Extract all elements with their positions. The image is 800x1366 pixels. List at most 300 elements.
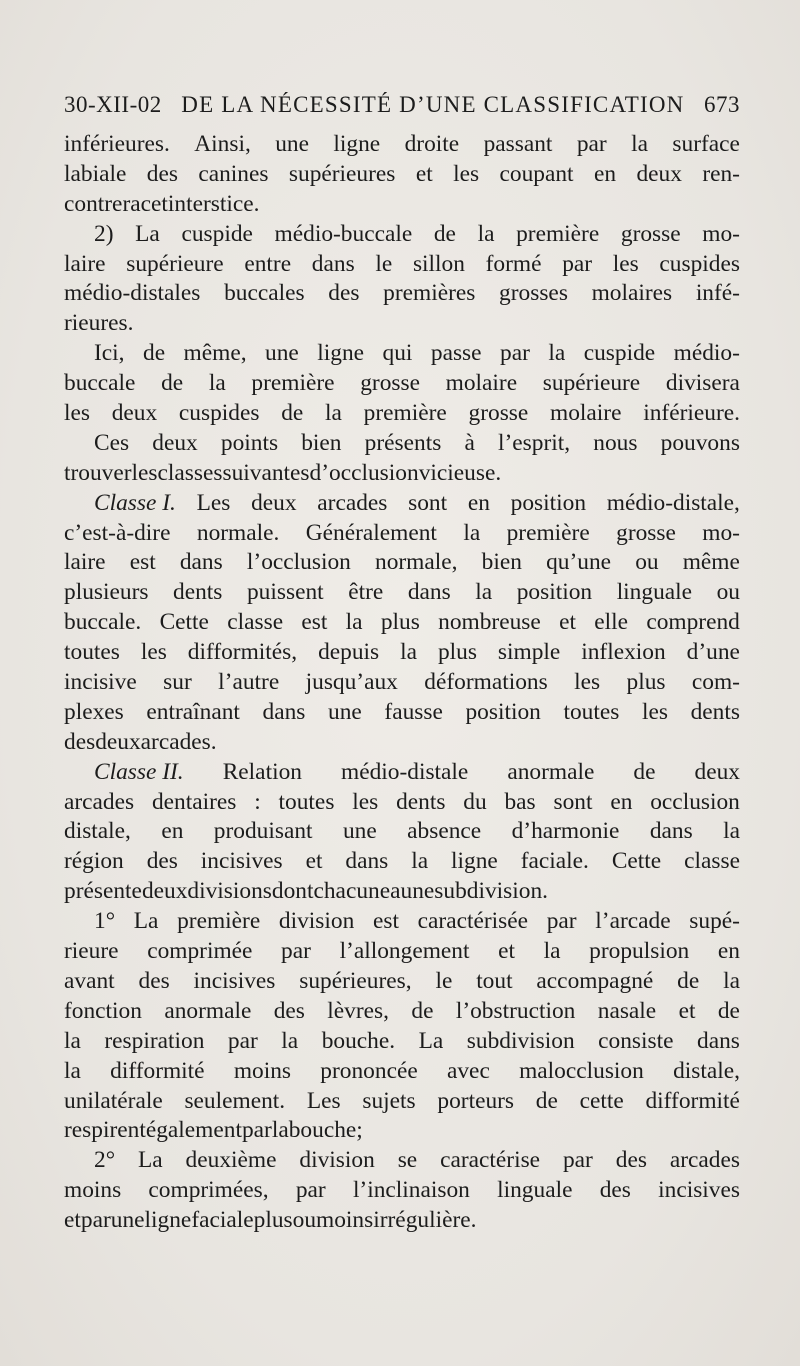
word: des — [273, 997, 305, 1024]
italic-label: Classe II. — [94, 758, 184, 785]
word: prononcée — [320, 1057, 418, 1084]
word: par — [241, 1117, 272, 1144]
word: cuspides — [178, 400, 260, 427]
word: c’est-à-dire — [64, 519, 171, 546]
word: divisions — [187, 878, 272, 905]
word: a — [390, 878, 401, 905]
word: unilatérale — [64, 1087, 163, 1114]
word: entre — [244, 250, 292, 277]
word: première — [363, 400, 447, 427]
word: des — [328, 280, 360, 307]
word: est — [373, 908, 399, 935]
word: absence — [407, 818, 482, 845]
header-date: 30-XII-02 — [64, 92, 162, 117]
word: la — [477, 220, 495, 247]
word: elle — [594, 609, 629, 636]
word: moins — [316, 1207, 374, 1234]
word: d’harmonie — [511, 818, 620, 845]
word: également — [145, 1117, 242, 1144]
word: une — [275, 131, 309, 157]
word: l’obstruction — [455, 997, 576, 1024]
word: des — [146, 848, 178, 875]
word: La — [133, 908, 159, 935]
word: arcades — [669, 1147, 740, 1174]
word: position — [516, 579, 593, 606]
word: cette — [579, 1087, 624, 1114]
word: deux — [141, 878, 188, 905]
word: d’une — [686, 639, 740, 666]
text-line — [64, 250, 740, 280]
word: suivantes — [222, 459, 310, 486]
word: l’arcade — [595, 908, 671, 935]
word: la — [400, 639, 417, 666]
text-line — [64, 817, 740, 847]
word: qui — [382, 340, 413, 367]
text-line — [64, 847, 740, 877]
word: Cette — [159, 609, 209, 636]
word: de — [161, 370, 184, 397]
word: et — [559, 609, 576, 636]
word: la — [548, 340, 566, 367]
word: respiration — [104, 1027, 205, 1054]
word: présents — [364, 429, 442, 456]
word: 2) — [94, 220, 114, 247]
word: divisera — [665, 370, 740, 397]
word: ou — [292, 1207, 317, 1234]
word: bien — [301, 429, 342, 456]
word: nombreuse — [438, 609, 541, 636]
word: bien — [481, 549, 522, 576]
word: contrera — [64, 190, 141, 217]
word: dans — [262, 698, 306, 725]
text-line — [64, 758, 740, 788]
word: les — [352, 788, 379, 815]
text-line — [64, 578, 740, 608]
word: en — [593, 160, 617, 187]
header-title: DE LA NÉCESSITÉ D’UNE CLASSIFICATION — [181, 92, 685, 117]
word: 2° — [94, 1147, 116, 1174]
word: même — [682, 549, 740, 576]
word: et — [415, 160, 433, 187]
word: passe — [430, 340, 482, 367]
text-line — [64, 877, 740, 907]
word: consiste — [598, 1027, 674, 1054]
word: dans — [345, 848, 389, 875]
word: supérieure — [126, 250, 224, 277]
word: toutes — [64, 639, 120, 666]
word: plus — [380, 609, 420, 636]
word: l’occlusion — [246, 549, 351, 576]
word: des — [599, 1177, 631, 1204]
word: bas — [504, 788, 536, 815]
word: laire — [64, 549, 106, 576]
word: grosse — [360, 370, 420, 397]
word: bouche. — [321, 1027, 396, 1054]
text-line — [64, 608, 740, 638]
word: dans — [649, 818, 693, 845]
word: supé- — [689, 908, 740, 935]
word: respirent — [64, 1117, 146, 1144]
word: inférieure. — [643, 400, 740, 427]
text-line — [64, 1027, 740, 1057]
word: irrégulière. — [373, 1207, 477, 1234]
word: occlusion — [650, 788, 740, 815]
word: le — [435, 967, 453, 994]
word: buccales — [224, 280, 305, 307]
word: ou — [716, 579, 740, 606]
word: molaires — [591, 280, 673, 307]
word: deux — [636, 160, 682, 187]
word: de — [717, 997, 740, 1024]
word: l’autre — [218, 669, 280, 696]
word: molaire — [550, 400, 622, 427]
word: plusieurs — [64, 579, 149, 606]
word: la — [325, 400, 342, 427]
word: en — [467, 489, 490, 516]
word: médio-distale, — [606, 489, 740, 516]
text-line — [64, 907, 740, 937]
word: position — [510, 489, 587, 516]
word: anormale — [507, 758, 595, 785]
word: en — [717, 938, 740, 965]
word: déformations — [424, 669, 548, 696]
italic-label: Classe I. — [94, 489, 176, 516]
word: la — [281, 1027, 299, 1054]
word: sillon — [412, 250, 465, 277]
word: dont — [271, 878, 314, 905]
word: par — [281, 938, 311, 965]
word: droite — [404, 131, 460, 157]
word: plus — [253, 1207, 293, 1234]
word: ligne — [317, 340, 365, 367]
text-line — [64, 668, 740, 698]
word: bouche — [288, 1117, 357, 1144]
word: des — [615, 1147, 647, 1174]
word: La — [418, 1027, 444, 1054]
word: de — [677, 967, 700, 994]
word: Ces — [94, 429, 130, 456]
word: formé — [485, 250, 542, 277]
word: plus — [437, 639, 477, 666]
word: difformités, — [187, 639, 298, 666]
word: et — [305, 848, 323, 875]
word: Ainsi, — [194, 131, 251, 157]
word: anormale — [164, 997, 252, 1024]
page-number: 673 — [703, 92, 740, 117]
word: mo- — [702, 519, 740, 546]
word: tout — [476, 967, 513, 994]
word: l’allongement — [339, 938, 470, 965]
running-header — [64, 92, 740, 118]
word: la — [64, 1027, 81, 1054]
word: distale, — [673, 1057, 740, 1084]
word: comprimées, — [148, 1177, 269, 1204]
word: fonction — [64, 997, 142, 1024]
word: deux — [95, 728, 141, 755]
word: seulement. — [184, 1087, 286, 1114]
word: grosse — [468, 400, 529, 427]
word: moins — [233, 1057, 292, 1084]
word: par — [562, 250, 593, 277]
word: classe — [227, 609, 284, 636]
word: infé- — [695, 280, 740, 307]
word: par — [227, 1027, 258, 1054]
word: nasale — [597, 997, 657, 1024]
word: la — [475, 579, 493, 606]
word: de — [281, 400, 304, 427]
word: labiale — [64, 160, 127, 187]
word: dans — [407, 579, 451, 606]
word: malocclusion — [519, 1057, 644, 1084]
word: la — [723, 818, 740, 845]
word: ; — [356, 1117, 363, 1144]
word: toutes — [563, 698, 620, 725]
word: médio- — [673, 340, 740, 367]
word: subdivision — [466, 1027, 575, 1054]
word: une — [400, 878, 435, 905]
word: la — [723, 967, 740, 994]
word: ligne — [333, 131, 381, 157]
word: division — [278, 908, 355, 935]
text-line — [64, 489, 740, 519]
text-line — [64, 698, 740, 728]
word: : — [254, 788, 261, 815]
word: distale, — [64, 818, 131, 845]
word: le — [375, 250, 393, 277]
word: buccale — [64, 370, 136, 397]
word: premières — [383, 280, 476, 307]
word: sont — [408, 489, 448, 516]
word: rieures. — [64, 310, 134, 337]
text-line — [64, 788, 740, 818]
word: sujets — [362, 1087, 416, 1114]
word: par — [562, 1147, 593, 1174]
word: moins — [64, 1177, 122, 1204]
word: Les — [196, 489, 231, 516]
text-line — [64, 638, 740, 668]
word: deuxième — [185, 1147, 277, 1174]
word: les — [64, 400, 90, 427]
word: deux — [251, 489, 297, 516]
word: les — [574, 669, 601, 696]
word: des — [138, 967, 170, 994]
word: sur — [163, 669, 192, 696]
text-line — [64, 1146, 740, 1176]
word: dents — [396, 788, 446, 815]
word: nous — [593, 429, 638, 456]
word: en — [161, 818, 184, 845]
word: de — [535, 1087, 558, 1114]
word: même, — [183, 340, 247, 367]
word: difformité — [110, 1057, 205, 1084]
text-line — [64, 190, 740, 220]
word: et — [64, 1207, 81, 1234]
word: qu’une — [546, 549, 612, 576]
word: Les — [306, 1087, 341, 1114]
word: en — [610, 788, 633, 815]
word: accompagné — [536, 967, 654, 994]
word: médio-distale — [341, 758, 469, 785]
word: une — [328, 698, 362, 725]
word: com- — [691, 669, 740, 696]
word: difformité — [645, 1087, 740, 1114]
word: dans — [179, 549, 223, 576]
word: vicieuse. — [418, 459, 502, 486]
word: surface — [672, 131, 740, 157]
word: position — [465, 698, 541, 725]
word: la — [631, 131, 648, 157]
word: normale, — [375, 549, 458, 576]
word: subdivision. — [434, 878, 549, 905]
word: cet — [140, 190, 168, 217]
word: toutes — [278, 788, 335, 815]
word: passant — [483, 131, 553, 157]
word: 1° — [94, 908, 116, 935]
word: du — [463, 788, 487, 815]
word: coupant — [499, 160, 574, 187]
word: première — [516, 220, 600, 247]
word: par — [546, 908, 577, 935]
word: deux — [694, 758, 740, 785]
word: est — [129, 549, 156, 576]
word: de — [433, 220, 456, 247]
word: caractérisée — [417, 908, 529, 935]
word: la — [208, 370, 226, 397]
text-line — [64, 339, 740, 369]
word: linguale — [497, 1177, 573, 1204]
word: et — [678, 997, 696, 1024]
word: ren- — [702, 160, 740, 187]
word: de — [143, 340, 166, 367]
word: médio-distales — [64, 280, 201, 307]
word: depuis — [318, 639, 380, 666]
text-line — [64, 937, 740, 967]
word: Généralement — [305, 519, 437, 546]
word: une — [110, 1207, 145, 1234]
word: une — [265, 340, 299, 367]
text-line — [64, 1057, 740, 1087]
word: dans — [697, 1027, 740, 1054]
word: laire — [64, 250, 106, 277]
word: grosse — [616, 519, 676, 546]
word: les — [641, 698, 668, 725]
word: normale. — [196, 519, 280, 546]
text-line — [64, 459, 740, 489]
text-line — [64, 369, 740, 399]
word: supérieure — [542, 370, 641, 397]
word: première — [251, 370, 335, 397]
word: deux — [111, 400, 158, 427]
word: une — [342, 818, 377, 845]
word: cuspide — [583, 340, 656, 367]
word: propulsion — [589, 938, 690, 965]
word: supérieures, — [299, 967, 412, 994]
word: la — [411, 848, 429, 875]
word: La — [137, 1147, 163, 1174]
text-line — [64, 279, 740, 309]
word: incisives — [193, 967, 276, 994]
word: sont — [553, 788, 593, 815]
word: chacune — [313, 878, 391, 905]
text-line — [64, 309, 740, 339]
word: les — [453, 160, 480, 187]
word: dans — [311, 250, 355, 277]
word: par — [80, 1207, 111, 1234]
word: la — [64, 1057, 81, 1084]
word: région — [64, 848, 124, 875]
word: est — [301, 609, 328, 636]
text-line — [64, 130, 740, 160]
word: faciale. — [520, 848, 589, 875]
word: être — [348, 579, 384, 606]
word: cuspides — [659, 250, 740, 277]
word: la — [543, 938, 561, 965]
text-line — [64, 967, 740, 997]
word: trouver — [64, 459, 132, 486]
word: comprend — [646, 609, 740, 636]
word: faciale — [191, 1207, 254, 1234]
word: simple — [497, 639, 561, 666]
word: buccale. — [64, 609, 142, 636]
word: Ici, — [94, 340, 125, 367]
word: incisives — [658, 1177, 740, 1204]
word: molaire — [445, 370, 518, 397]
word: par — [295, 1177, 326, 1204]
word: les — [131, 459, 158, 486]
word: médio-buccale — [274, 220, 413, 247]
word: interstice. — [167, 190, 260, 217]
word: plus — [626, 669, 666, 696]
word: plexes — [64, 698, 124, 725]
word: et — [498, 938, 515, 965]
word: à — [464, 429, 475, 456]
word: dents — [690, 698, 740, 725]
word: l’inclinaison — [352, 1177, 470, 1204]
word: la — [345, 609, 363, 636]
text-line — [64, 399, 740, 429]
word: les — [612, 250, 639, 277]
word: la — [463, 519, 481, 546]
word: par — [576, 131, 607, 157]
text-line — [64, 1116, 740, 1146]
word: linguale — [616, 579, 693, 606]
word: classes — [157, 459, 223, 486]
word: arcades — [317, 489, 388, 516]
body-text — [64, 130, 740, 1236]
word: grosse — [620, 220, 681, 247]
word: arcades. — [140, 728, 217, 755]
word: inflexion — [581, 639, 666, 666]
word: incisives — [200, 848, 283, 875]
word: deux — [152, 429, 198, 456]
word: puissent — [246, 579, 324, 606]
word: de — [633, 758, 656, 785]
text-line — [64, 220, 740, 250]
word: division — [299, 1147, 375, 1174]
text-line — [64, 160, 740, 190]
text-line — [64, 997, 740, 1027]
word: caractérise — [440, 1147, 541, 1174]
word: fausse — [384, 698, 443, 725]
word: l’esprit, — [498, 429, 571, 456]
text-line — [64, 548, 740, 578]
word: dentaires — [151, 788, 237, 815]
word: avant — [64, 967, 115, 994]
word: des — [146, 160, 178, 187]
word: arcades — [64, 788, 135, 815]
word: produisant — [213, 818, 313, 845]
word: des — [64, 728, 96, 755]
